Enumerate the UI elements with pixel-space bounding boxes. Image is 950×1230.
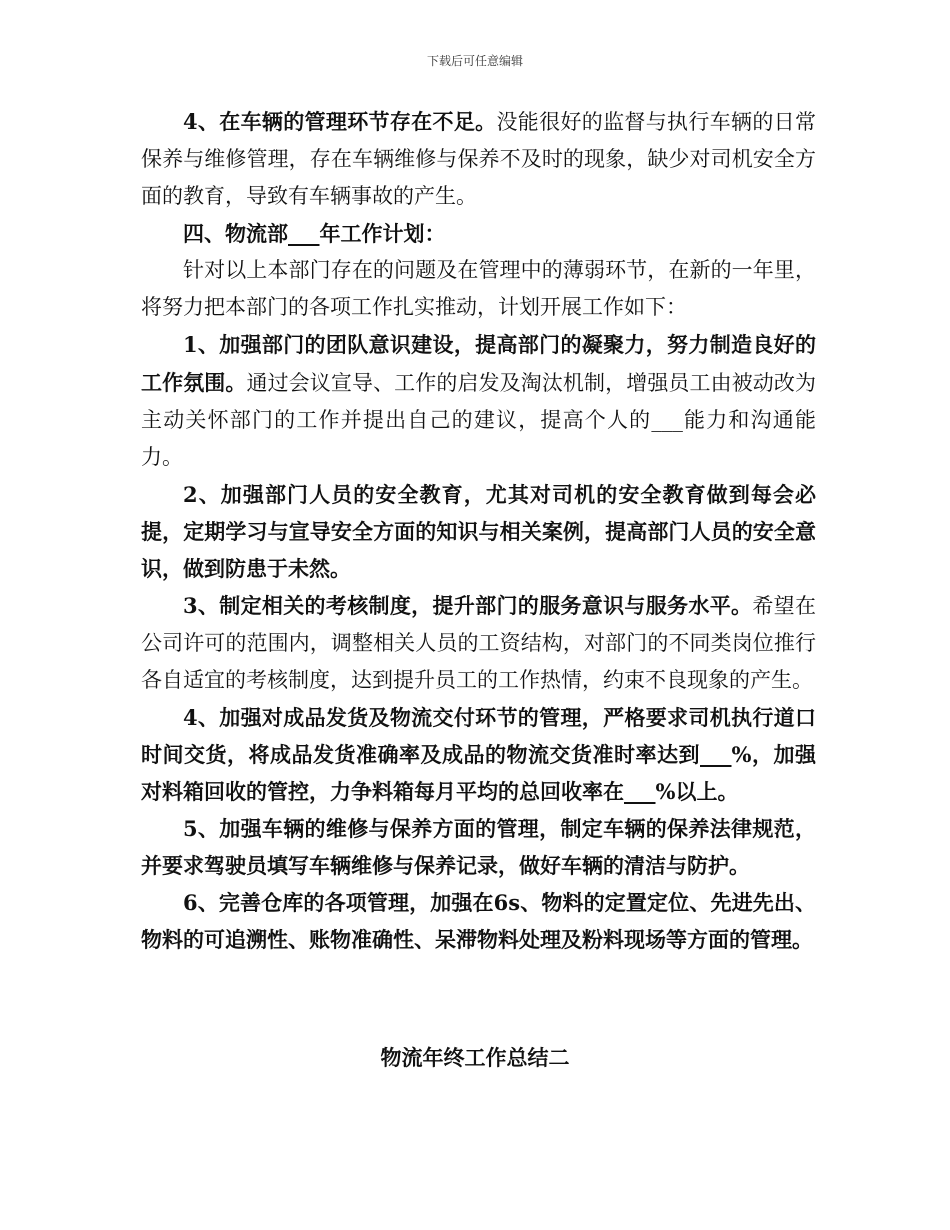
plan-item-4: 4、加强对成品发货及物流交付环节的管理，严格要求司机执行道口时间交货，将成品发货准确率及成品的物流交货准时率达到___%，加强对料箱回收的管控，力争料箱每月平均的总回收率在___%以上。 — [141, 705, 816, 804]
plan-item-lead: 3、制定相关的考核制度，提升部门的服务意识与服务水平。 — [183, 593, 753, 618]
closing-title: 物流年终工作总结二 — [380, 1045, 570, 1070]
plan-item-text: 通过会议宣导、工作的启发及淘汰机制，增强员工由被动改为主动关怀部门的工作并提出自己的建议，提高个人的___能力和沟通能力。 — [141, 371, 816, 469]
plan-item-5: 5、加强车辆的维修与保养方面的管理，制定车辆的保养法律规范，并要求驾驶员填写车辆维修与保养记录，做好车辆的清洁与防护。 — [141, 816, 816, 878]
plan-item-3 — [141, 587, 816, 699]
paragraph-vehicle-management — [141, 103, 816, 215]
paragraph-text: 没能很好的监督与执行车辆的日常保养与维修管理，存在车辆维修与保养不及时的现象，缺少对司机安全方面的教育，导致有车辆事故的产生。 — [141, 110, 816, 208]
plan-item-lead: 1、加强部门的团队意识建设，提高部门的凝聚力，努力制造良好的工作氛围。 — [141, 332, 816, 395]
plan-item-6: 6、完善仓库的各项管理，加强在6s、物料的定置定位、先进先出、物料的可追溯性、账物准确性、呆滞物料处理及粉料现场等方面的管理。 — [141, 890, 816, 952]
document-body — [141, 103, 816, 958]
paragraph-intro: 针对以上本部门存在的问题及在管理中的薄弱环节，在新的一年里，将努力把本部门的各项工作扎实推动，计划开展工作如下： — [141, 258, 816, 319]
paragraph-lead: 4、在车辆的管理环节存在不足。 — [183, 109, 497, 134]
section-heading: 四、物流部___年工作计划： — [183, 221, 446, 246]
plan-item-2: 2、加强部门人员的安全教育，尤其对司机的安全教育做到每会必提，定期学习与宣导安全方面的知识与相关案例，提高部门人员的安全意识，做到防患于未然。 — [141, 482, 816, 581]
page-header: 下载后可任意编辑 — [426, 54, 523, 68]
plan-item-text: 希望在公司许可的范围内，调整相关人员的工资结构，对部门的不同类岗位推行各自适宜的考核制度，达到提升员工的工作热情，约束不良现象的产生。 — [141, 594, 816, 692]
plan-item-1 — [141, 326, 816, 476]
